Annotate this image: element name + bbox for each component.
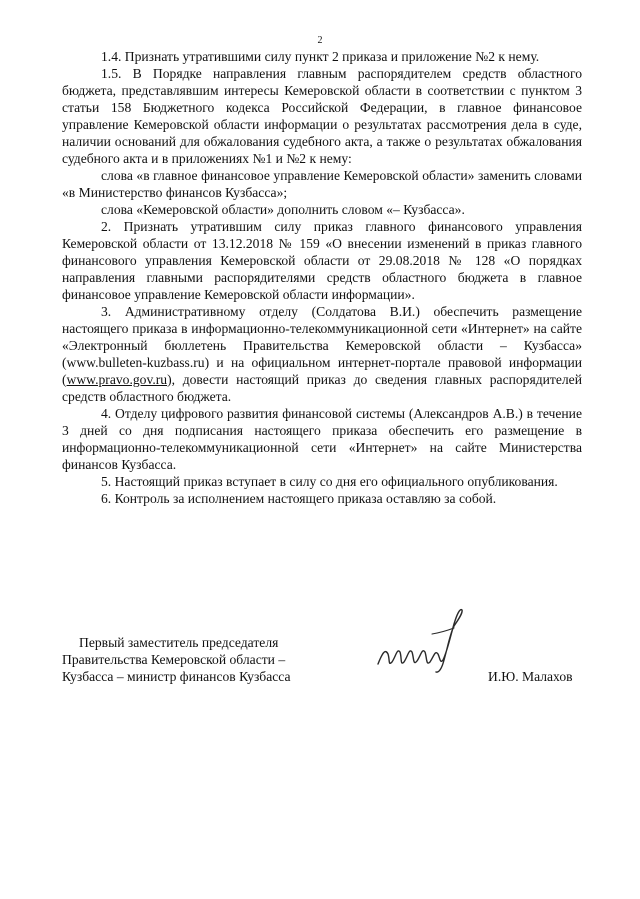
paragraph-1-5-replace-words: слова «в главное финансовое управление Кемеровской области» заменить словами «в Министерство финансов Кузбасса»;	[62, 168, 582, 200]
paragraph-5: 5. Настоящий приказ вступает в силу со дня его официального опубликования.	[101, 474, 558, 489]
paragraph-1-4: 1.4. Признать утратившими силу пункт 2 приказа и приложение №2 к нему.	[101, 49, 540, 64]
paragraph-6: 6. Контроль за исполнением настоящего приказа оставляю за собой.	[101, 491, 497, 506]
paragraph-4: 4. Отделу цифрового развития финансовой системы (Александров А.В.) в течение 3 дней со дня подписания настоящего приказа обеспечить его размещение в информационно-телекоммуникационной сети «Интернет» на сайте Министерства финансов Кузбасса.	[62, 406, 582, 472]
page-number: 2	[317, 35, 323, 46]
signer-title-line: Правительства Кемеровской области –	[62, 652, 286, 667]
pravo-gov-link[interactable]: www.pravo.gov.ru	[66, 372, 168, 387]
paragraph-1-5-append-words: слова «Кемеровской области» дополнить словом «– Кузбасса».	[101, 202, 465, 217]
signer-name: И.Ю. Малахов	[488, 669, 573, 684]
handwritten-signature	[372, 600, 472, 676]
paragraph-1-5: 1.5. В Порядке направления главным распорядителем средств областного бюджета, представлявшим интересы Кемеровской области в соответствии с пунктом 3 статьи 158 Бюджетного кодекса Российской Федерации, в главное финансовое управление Кемеровской области информации о результатах рассмотрения дела в суде, наличии оснований для обжалования судебного акта, а также о результатах обжалования судебного акта и в приложениях №1 и №2 к нему:	[62, 66, 582, 166]
paragraph-3-text-after: ), довести настоящий приказ до сведения главных распорядителей средств областного бюджета.	[62, 372, 582, 404]
signer-title	[62, 634, 342, 685]
signer-title-line: Кузбасса – министр финансов Кузбасса	[62, 669, 291, 684]
signer-title-line: Первый заместитель председателя	[79, 635, 279, 650]
paragraph-3-text-before: 3. Административному отделу (Солдатова В.И.) обеспечить размещение настоящего приказа в информационно-телекоммуникационной сети «Интернет» на сайте «Электронный бюллетень Правительства Кемеровской области – Кузбасса» (www.bulleten-kuzbass.ru) и на официальном интернет-портале правовой информации (	[62, 304, 582, 387]
paragraph-2: 2. Признать утратившим силу приказ главного финансового управления Кемеровской области от 13.12.2018 № 159 «О внесении изменений в приказ главного финансового управления Кемеровской области от 29.08.2018 № 128 «О порядках направления главными распорядителями средств областного бюджета в главное финансовое управление Кемеровской области информации».	[62, 219, 582, 302]
